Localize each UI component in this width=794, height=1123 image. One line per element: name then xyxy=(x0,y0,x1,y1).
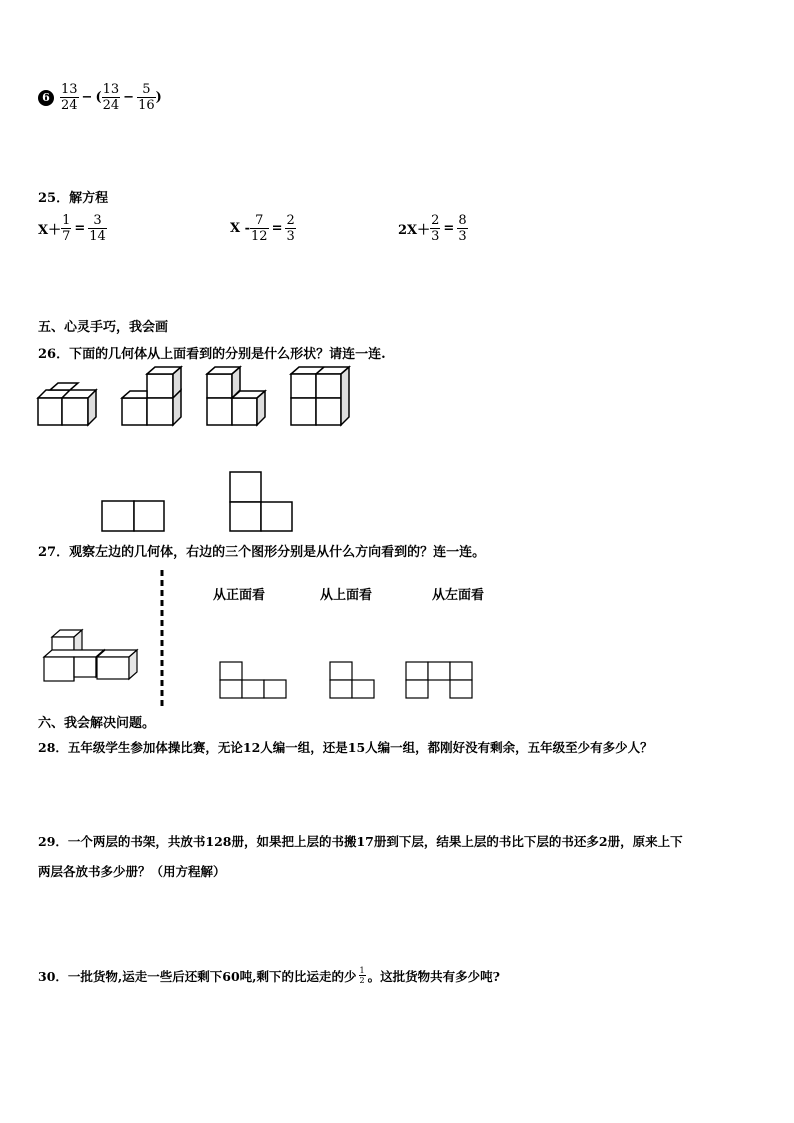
section-5-heading: 五、心灵手巧，我会画 xyxy=(38,320,169,335)
label-left-view: 从左面看 xyxy=(432,588,485,603)
fraction-13-24-b: $\frac{13}{24}$ xyxy=(102,82,120,113)
q25-equation-3: 2X＋ $\frac{2}{3}$ = $\frac{8}{3}$ xyxy=(398,213,467,244)
q28-text: 28．五年级学生参加体操比赛，无论12人编一组，还是15人编一组，都刚好没有剩余，五年级至少有多少人？ xyxy=(38,740,653,755)
section-6-heading: 六、我会解决问题。 xyxy=(38,716,156,731)
q26-text: 26．下面的几何体从上面看到的分别是什么形状？请连一连. xyxy=(38,347,386,362)
fraction-5-16: $\frac{5}{16}$ xyxy=(138,82,155,113)
q25-equation-1: X＋ $\frac{1}{7}$ = $\frac{3}{14}$ xyxy=(38,213,106,244)
label-front-view: 从正面看 xyxy=(213,588,266,603)
q29-line2: 两层各放书多少册？（用方程解） xyxy=(38,864,226,879)
circled-number-marker: 6 xyxy=(38,90,54,106)
fraction-13-24: $\frac{13}{24}$ xyxy=(61,82,78,113)
q24-6-expression: 6 $\frac{13}{24}$ − ( $\frac{13}{24}$ − $\frac{5}{16}$ ) xyxy=(38,82,162,113)
q30-text: 30．一批货物,运走一些后还剩下60吨,剩下的比运走的少 $\frac{1}{2}$ 。这批货物共有多少吨? xyxy=(38,966,500,985)
q29-line1: 29．一个两层的书架，共放书128册，如果把上层的书搬17册到下层，结果上层的书比下层的书还多2册，原来上下 xyxy=(38,834,683,849)
q27-text: 27．观察左边的几何体，右边的三个图形分别是从什么方向看到的？连一连。 xyxy=(38,545,486,560)
q25-equation-2: X - $\frac{7}{12}$ = $\frac{2}{3}$ xyxy=(230,213,295,244)
fraction-1-2: $\frac{1}{2}$ xyxy=(359,966,365,985)
q25-title: 25．解方程 xyxy=(38,191,109,206)
label-top-view: 从上面看 xyxy=(320,588,373,603)
